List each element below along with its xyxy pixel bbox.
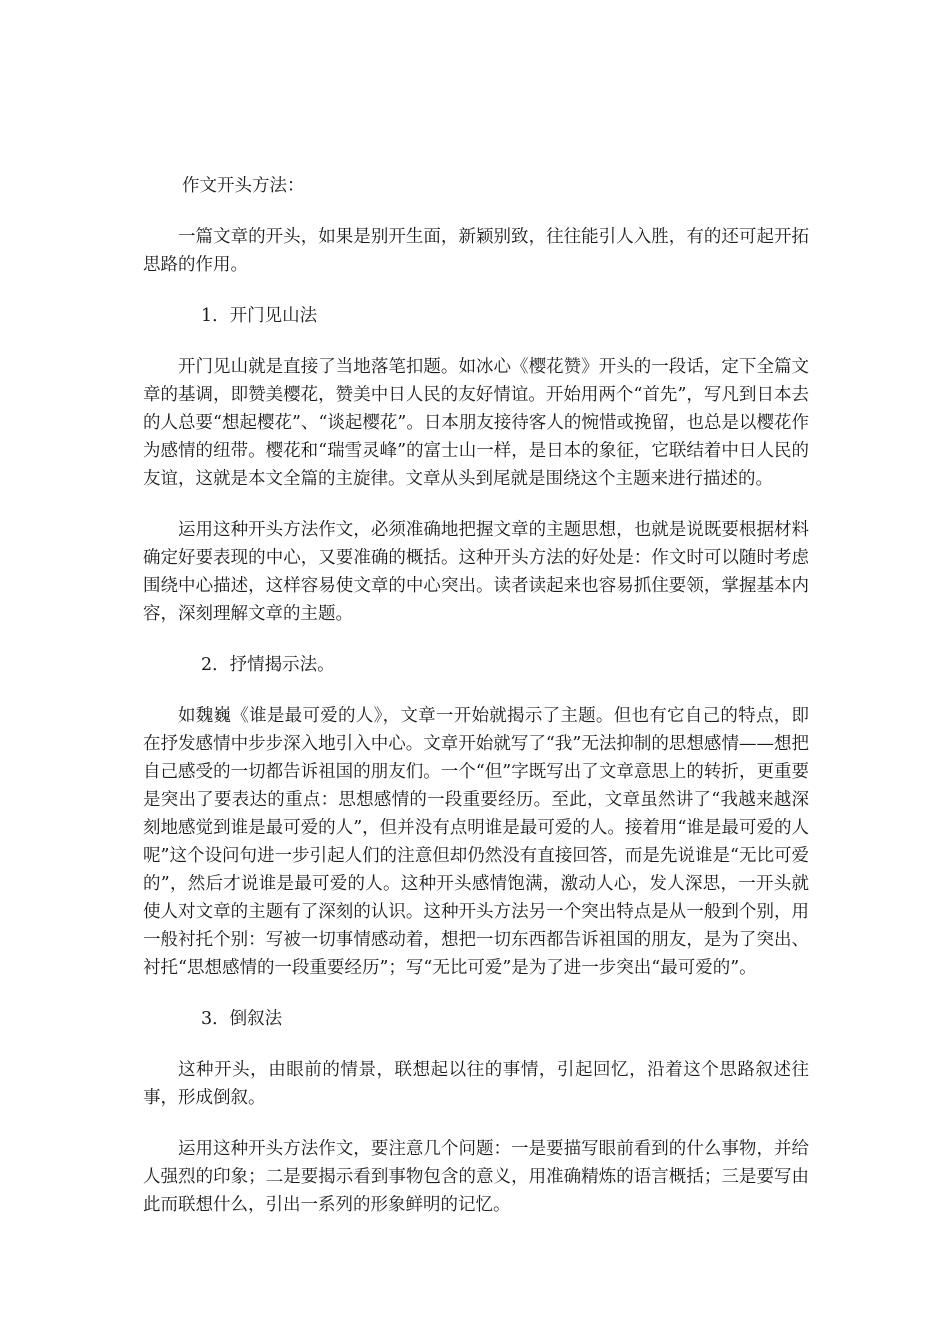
section-heading-3: 3．倒叙法 [201,1009,283,1029]
section-1-paragraph-2: 运用这种开头方法作文，必须准确地把握文章的主题思想，也就是说既要根据材料确定好要表现的中心，又要准确的概括。这种开头方法的好处是：作文时可以随时考虑围绕中心描述，这样容易使文章的中心突出。读者读起来也容易抓住要领，掌握基本内容，深刻理解文章的主题。 [143,520,809,624]
document-body [143,172,809,1242]
section-2-paragraph-1: 如魏巍《谁是最可爱的人》，文章一开始就揭示了主题。但也有它自己的特点，即在抒发感情中步步深入地引入中心。文章开始就写了“我”无法抑制的思想感情——想把自己感受的一切都告诉祖国的朋友们。一个“但”字既写出了文章意思上的转折，更重要是突出了要表达的重点：思想感情的一段重要经历。至此，文章虽然讲了“我越来越深刻地感觉到谁是最可爱的人”，但并没有点明谁是最可爱的人。接着用“谁是最可爱的人呢”这个设问句进一步引起人们的注意但却仍然没有直接回答，而是先说谁是“无比可爱的”，然后才说谁是最可爱的人。这种开头感情饱满，激动人心，发人深思，一开头就使人对文章的主题有了深刻的认识。这种开头方法另一个突出特点是从一般到个别，用一般衬托个别：写被一切事情感动着，想把一切东西都告诉祖国的朋友，是为了突出、衬托“思想感情的一段重要经历”；写“无比可爱”是为了进一步突出“最可爱的”。 [143,706,809,978]
document-title: 作文开头方法： [182,176,305,196]
section-3-paragraph-1: 这种开头，由眼前的情景，联想起以往的事情，引起回忆，沿着这个思路叙述往事，形成倒叙。 [143,1060,809,1108]
section-1-paragraph-1: 开门见山就是直接了当地落笔扣题。如冰心《樱花赞》开头的一段话，定下全篇文章的基调，即赞美樱花，赞美中日人民的友好情谊。开始用两个“首先”，写凡到日本去的人总要“想起樱花”、“谈起樱花”。日本朋友接待客人的惋惜或挽留，也总是以樱花作为感情的纽带。樱花和“瑞雪灵峰”的富士山一样，是日本的象征，它联结着中日人民的友谊，这就是本文全篇的主旋律。文章从头到尾就是围绕这个主题来进行描述的。 [143,357,809,489]
intro-paragraph: 一篇文章的开头，如果是别开生面，新颖别致，往往能引人入胜，有的还可起开拓思路的作用。 [143,227,809,275]
section-3-paragraph-2: 运用这种开头方法作文，要注意几个问题：一是要描写眼前看到的什么事物，并给人强烈的印象；二是要揭示看到事物包含的意义，用准确精炼的语言概括；三是要写由此而联想什么，引出一系列的形象鲜明的记忆。 [143,1139,809,1215]
section-heading-1: 1．开门见山法 [201,306,318,326]
section-heading-2: 2．抒情揭示法。 [201,655,335,675]
